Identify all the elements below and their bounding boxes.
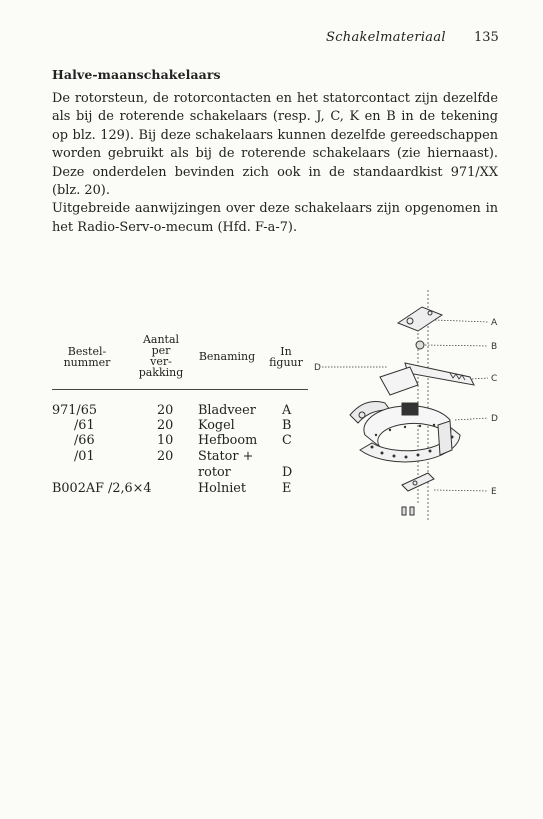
table-cell-benaming: Kogel bbox=[198, 418, 235, 433]
table-header-rule bbox=[52, 389, 308, 390]
paragraph-1-line-3: op blz. 129). Bij deze schakelaars kunnen dezelfde gereedschappen bbox=[52, 127, 498, 143]
table-cell-benaming-cont: rotor bbox=[198, 465, 231, 480]
col-header-aantal-line: Aantal bbox=[142, 333, 180, 346]
col-header-benaming-line: Benaming bbox=[198, 350, 256, 363]
table-cell-aantal: 10 bbox=[157, 433, 174, 448]
col-header-bestel bbox=[52, 346, 122, 368]
table-cell-bestel: /66 bbox=[74, 433, 95, 448]
col-header-aantal-line: per bbox=[151, 344, 171, 357]
paragraph-2-line-1: Uitgebreide aanwijzingen over deze schakelaars zijn opgenomen in bbox=[52, 201, 498, 217]
figure-label-a: A bbox=[491, 318, 498, 328]
table-cell-benaming: Bladveer bbox=[198, 403, 256, 418]
col-header-benaming bbox=[192, 351, 262, 362]
paragraph-1-line-1: De rotorsteun, de rotorcontacten en het statorcontact zijn dezelfde bbox=[52, 91, 498, 106]
switch-exploded-drawing bbox=[310, 285, 510, 530]
paragraph-2-line-2: het Radio-Serv-o-mecum (Hfd. F-a-7). bbox=[52, 219, 298, 235]
section-title: Halve-maanschakelaars bbox=[52, 67, 221, 82]
table-cell-bestel: 971/65 bbox=[52, 403, 98, 418]
figure-label-e: E bbox=[491, 487, 497, 497]
exploded-view-figure bbox=[310, 285, 510, 530]
paragraph-1-line-6: (blz. 20). bbox=[52, 183, 110, 199]
col-header-figuur-line: figuur bbox=[269, 356, 303, 369]
table-cell-bestel: /61 bbox=[74, 418, 95, 433]
figure-label-c: C bbox=[491, 374, 498, 384]
paragraph-1-line-2: als bij de roterende schakelaars (resp. J, C, K en B in de tekening bbox=[52, 109, 498, 125]
col-header-aantal-line: pakking bbox=[138, 366, 184, 379]
body-text bbox=[52, 90, 498, 237]
table-cell-aantal: 20 bbox=[157, 418, 174, 433]
table-cell-figuur: C bbox=[282, 433, 292, 448]
col-header-figuur-line: In bbox=[280, 345, 292, 358]
col-header-aantal-line: ver- bbox=[150, 355, 172, 368]
table-cell-figuur: E bbox=[282, 481, 292, 496]
paragraph-1-line-5: Deze onderdelen bevinden zich ook in de standaardkist 971/XX bbox=[52, 164, 498, 180]
table-cell-aantal: 20 bbox=[157, 403, 174, 418]
table-cell-benaming: Hefboom bbox=[198, 433, 258, 448]
col-header-bestel-line: Bestel- bbox=[67, 345, 107, 358]
running-header-section: Schakelmateriaal bbox=[326, 30, 446, 45]
table-cell-aantal: 20 bbox=[157, 449, 174, 464]
table-cell-benaming: Stator + bbox=[198, 449, 254, 464]
col-header-aantal bbox=[130, 334, 192, 378]
figure-label-b: B bbox=[491, 342, 498, 352]
page-number: 135 bbox=[474, 30, 499, 45]
table-cell-benaming: Holniet bbox=[198, 481, 247, 496]
table-cell-figuur: D bbox=[282, 465, 293, 480]
col-header-bestel-line: nummer bbox=[63, 356, 111, 369]
figure-label-d-left: D bbox=[314, 363, 321, 373]
table-cell-bestel: B002AF /2,6×4 bbox=[52, 481, 152, 496]
col-header-figuur bbox=[262, 346, 310, 368]
table-cell-figuur: B bbox=[282, 418, 292, 433]
figure-label-d: D bbox=[491, 414, 498, 424]
table-cell-bestel: /01 bbox=[74, 449, 95, 464]
table-cell-figuur: A bbox=[282, 403, 292, 418]
paragraph-1-line-4: worden gebruikt als bij de roterende schakelaars (zie hiernaast). bbox=[52, 146, 498, 162]
